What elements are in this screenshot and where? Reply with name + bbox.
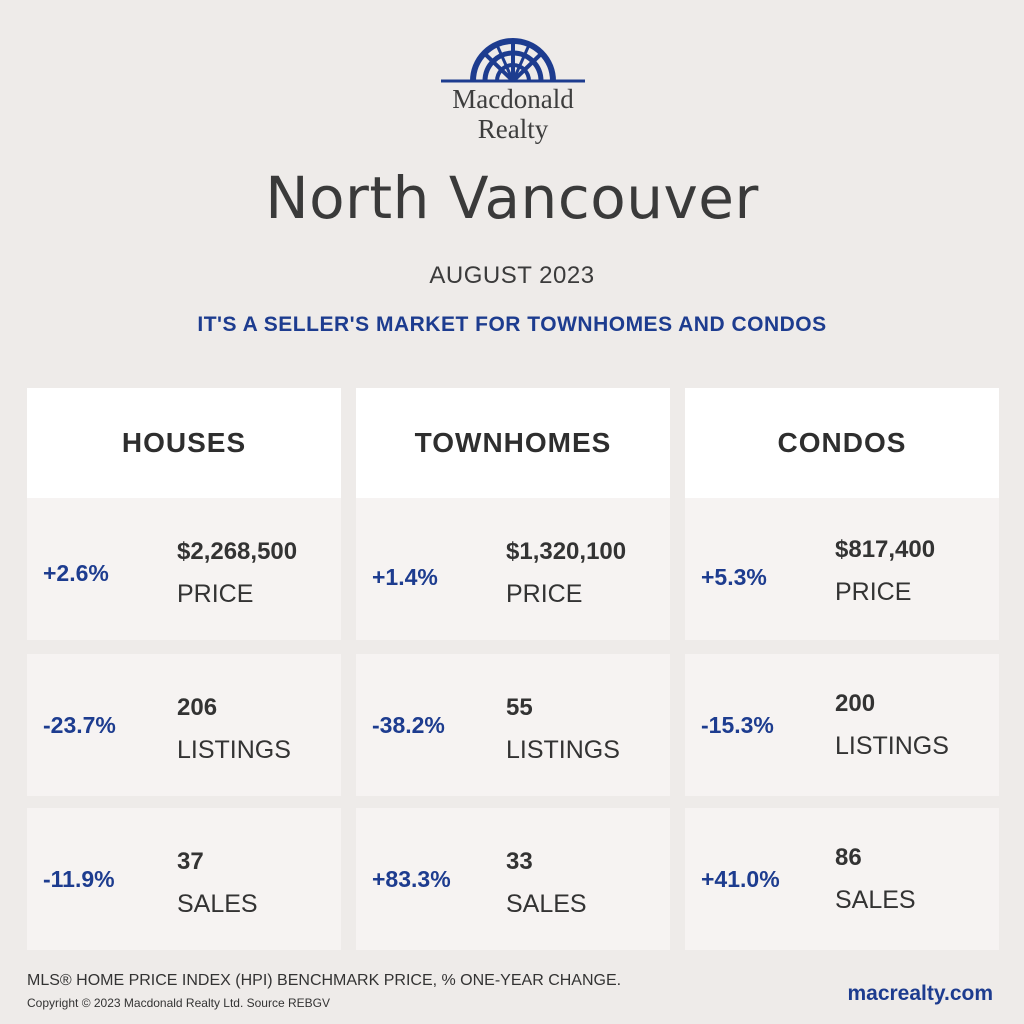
market-headline: IT'S A SELLER'S MARKET FOR TOWNHOMES AND CONDOS xyxy=(197,313,827,336)
sales-value: 86 xyxy=(835,844,862,871)
price-value: $1,320,100 xyxy=(506,538,627,565)
copyright: Copyright © 2023 Macdonald Realty Ltd. Source REBGV xyxy=(27,996,330,1010)
houses-price-card xyxy=(27,498,341,640)
footnote: MLS® HOME PRICE INDEX (HPI) BENCHMARK PRICE, % ONE-YEAR CHANGE. xyxy=(27,972,622,989)
townhomes-price-card xyxy=(356,498,670,640)
listings-value: 206 xyxy=(177,694,218,721)
townhomes-sales-card xyxy=(356,808,670,950)
sunburst-logo-icon xyxy=(439,38,587,84)
price-change: +5.3% xyxy=(701,564,767,590)
price-value: $2,268,500 xyxy=(177,538,298,565)
listings-change: -15.3% xyxy=(701,712,774,738)
sales-label: SALES xyxy=(506,890,587,918)
townhomes-column xyxy=(356,388,670,498)
condos-column xyxy=(685,388,999,498)
website-link[interactable]: macrealty.com xyxy=(847,982,993,1005)
listings-value: 55 xyxy=(506,694,533,721)
sales-value: 37 xyxy=(177,848,204,875)
column-heading: TOWNHOMES xyxy=(356,388,670,498)
brand-name-line1: Macdonald xyxy=(452,84,574,114)
sales-value: 33 xyxy=(506,848,533,875)
price-label: PRICE xyxy=(177,580,254,608)
condos-listings-card xyxy=(685,654,999,796)
sales-change: +41.0% xyxy=(701,866,780,892)
condos-sales-card xyxy=(685,808,999,950)
price-value: $817,400 xyxy=(835,536,936,563)
condos-price-card xyxy=(685,498,999,640)
report-period: AUGUST 2023 xyxy=(429,262,595,289)
listings-change: -38.2% xyxy=(372,712,445,738)
listings-change: -23.7% xyxy=(43,712,116,738)
listings-label: LISTINGS xyxy=(177,736,291,764)
price-change: +1.4% xyxy=(372,564,438,590)
houses-listings-card xyxy=(27,654,341,796)
listings-label: LISTINGS xyxy=(506,736,620,764)
townhomes-listings-card xyxy=(356,654,670,796)
price-label: PRICE xyxy=(835,578,912,606)
column-heading: HOUSES xyxy=(27,388,341,498)
price-change: +2.6% xyxy=(43,560,109,586)
page-title: North Vancouver xyxy=(265,164,759,232)
listings-value: 200 xyxy=(835,690,876,717)
sales-change: -11.9% xyxy=(43,866,115,892)
sales-label: SALES xyxy=(835,886,916,914)
houses-column xyxy=(27,388,341,498)
brand-logo xyxy=(438,38,588,144)
sales-change: +83.3% xyxy=(372,866,451,892)
houses-sales-card xyxy=(27,808,341,950)
brand-name-line2: Realty xyxy=(477,114,549,144)
sales-label: SALES xyxy=(177,890,258,918)
column-heading: CONDOS xyxy=(685,388,999,498)
listings-label: LISTINGS xyxy=(835,732,949,760)
price-label: PRICE xyxy=(506,580,583,608)
